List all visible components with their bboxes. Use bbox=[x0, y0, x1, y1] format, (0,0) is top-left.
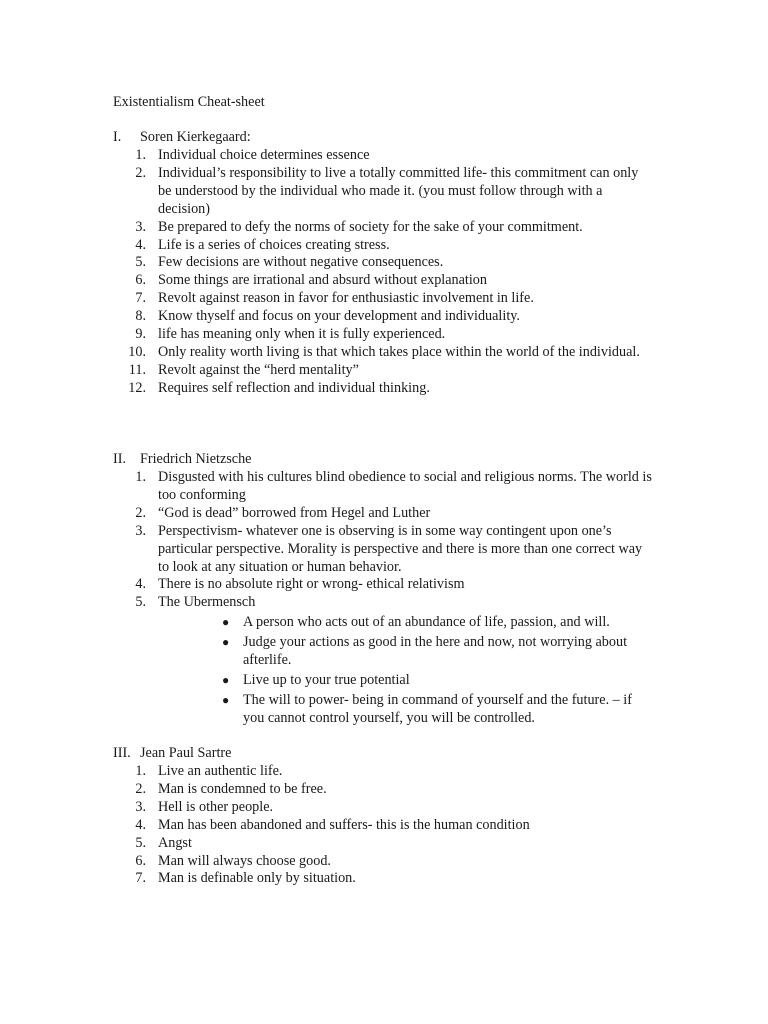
section-numeral: I. bbox=[113, 129, 122, 145]
section-numeral: II. bbox=[113, 451, 126, 467]
kierkegaard-list bbox=[113, 147, 653, 398]
nietzsche-list bbox=[113, 469, 653, 728]
list-item: 3. Be prepared to defy the norms of society for the sake of your commitment. bbox=[135, 218, 583, 235]
section-heading bbox=[113, 129, 653, 147]
bullet-item: ● Live up to your true potential bbox=[222, 671, 410, 688]
list-item: 4. Man has been abandoned and suffers- this is the human condition bbox=[135, 816, 530, 833]
bullet-icon: ● bbox=[222, 692, 230, 707]
list-item: 11. Revolt against the “herd mentality” bbox=[128, 361, 359, 378]
list-item: 5. The Ubermensch ● A person who acts out of an abundance of life, passion, and will. ● Judge your actions as good in the here and now, not worrying about afterlife. ● Live up to your true potential ● The will to power- being in command of yourself and the future. – if you cannot control yourself, you will be controlled. bbox=[113, 594, 653, 727]
bullet-item: ● The will to power- being in command of yourself and the future. – if you cannot control yourself, you will be controlled. bbox=[222, 691, 632, 726]
section-sartre bbox=[113, 745, 653, 888]
list-item: 9. life has meaning only when it is fully experienced. bbox=[135, 326, 446, 343]
section-nietzsche bbox=[113, 451, 653, 728]
bullet-icon: ● bbox=[222, 615, 230, 630]
list-item: 3. Hell is other people. bbox=[135, 798, 274, 815]
section-kierkegaard bbox=[113, 129, 653, 398]
list-item: 1. Individual choice determines essence bbox=[135, 147, 370, 163]
document-title: Existentialism Cheat-sheet bbox=[113, 94, 265, 110]
section-title: Friedrich Nietzsche bbox=[140, 451, 252, 467]
list-item: 6. Man will always choose good. bbox=[135, 852, 331, 869]
sartre-list bbox=[113, 763, 653, 888]
list-item: 1. Disgusted with his cultures blind obedience to social and religious norms. The world is too conforming bbox=[135, 469, 652, 503]
bullet-item: ● A person who acts out of an abundance of life, passion, and will. bbox=[222, 614, 610, 631]
bullet-item: ● Judge your actions as good in the here and now, not worrying about afterlife. bbox=[222, 634, 628, 669]
bullet-icon: ● bbox=[222, 635, 230, 650]
bullet-icon: ● bbox=[222, 672, 230, 687]
list-item: 4. There is no absolute right or wrong- ethical relativism bbox=[135, 576, 465, 593]
list-item: 1. Live an authentic life. bbox=[135, 763, 283, 779]
ubermensch-bullets bbox=[158, 614, 653, 727]
list-item: 5. Few decisions are without negative consequences. bbox=[135, 254, 444, 271]
list-item: 7. Revolt against reason in favor for enthusiastic involvement in life. bbox=[135, 290, 534, 307]
list-item: 8. Know thyself and focus on your development and individuality. bbox=[135, 308, 520, 325]
section-title: Soren Kierkegaard: bbox=[140, 129, 251, 145]
list-item: 6. Some things are irrational and absurd without explanation bbox=[135, 272, 487, 289]
list-item: 4. Life is a series of choices creating stress. bbox=[135, 236, 390, 253]
section-heading bbox=[113, 451, 653, 469]
list-item: 2. Individual’s responsibility to live a totally committed life- this commitment can only be understood by the individual who made it. (you must follow through with a decision) bbox=[135, 164, 639, 217]
section-title: Jean Paul Sartre bbox=[140, 745, 232, 761]
list-item: 2. Man is condemned to be free. bbox=[135, 780, 327, 797]
list-item: 2. “God is dead” borrowed from Hegel and Luther bbox=[135, 504, 431, 521]
list-item: 10. Only reality worth living is that which takes place within the world of the individual. bbox=[128, 343, 640, 360]
section-heading bbox=[113, 745, 653, 763]
list-item: 5. Angst bbox=[135, 834, 192, 851]
list-item: 7. Man is definable only by situation. bbox=[135, 870, 356, 887]
list-item: 12. Requires self reflection and individual thinking. bbox=[128, 379, 430, 396]
section-numeral: III. bbox=[113, 745, 131, 761]
list-item: 3. Perspectivism- whatever one is observing is in some way contingent upon one’s particular perspective. Morality is perspective and there is more than one correct way to look at any situation or human behavior. bbox=[135, 522, 643, 575]
